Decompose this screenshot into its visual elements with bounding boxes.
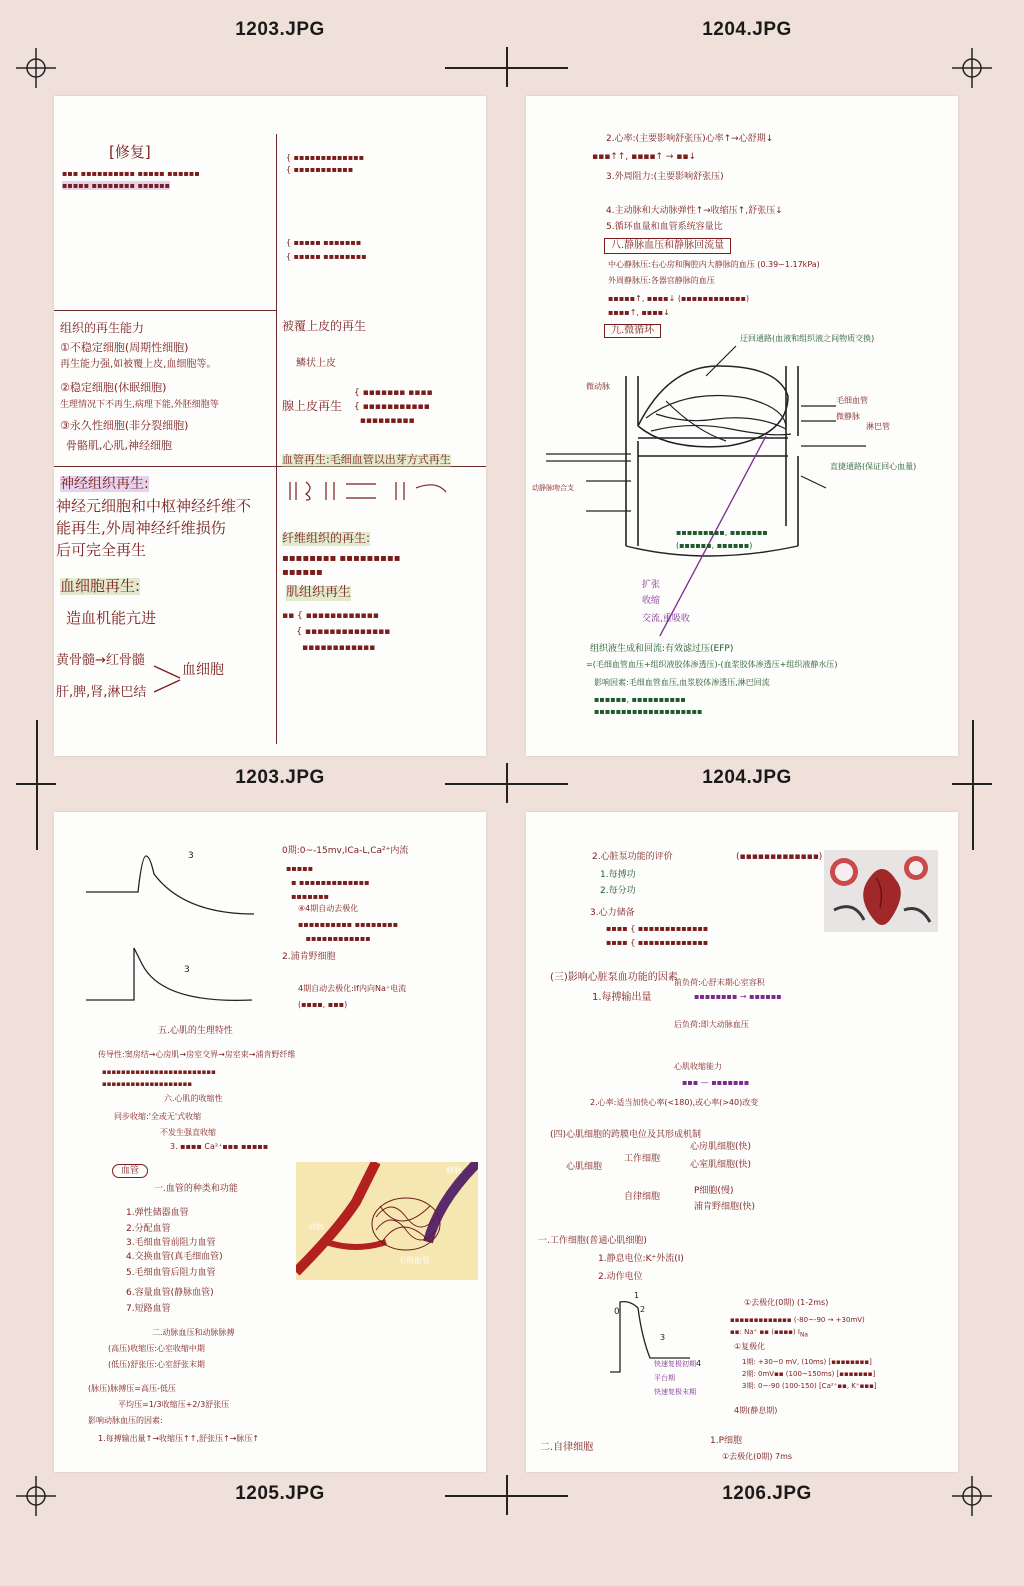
note-line: 心肌细胞 (566, 1162, 603, 1172)
diagram-label: 毛细血管 (836, 396, 868, 405)
svg-text:3: 3 (660, 1333, 666, 1342)
diagram-label: 微静脉 (836, 412, 860, 421)
note-line: 不发生强直收缩 (160, 1128, 216, 1137)
list-item: 1.静息电位:K⁺外流(I) (598, 1254, 684, 1264)
note-line: ①不稳定细胞(周期性细胞) (60, 341, 189, 354)
svg-text:4: 4 (696, 1359, 702, 1368)
crop-mark (506, 1475, 508, 1515)
note-block: ▪▪▪▪ { ▪▪▪▪▪▪▪▪▪▪▪▪▪ ▪▪▪▪ { ▪▪▪▪▪▪▪▪▪▪▪▪▪ (606, 924, 709, 947)
note-line: 3.外周阻力:(主要影响舒张压) (606, 172, 724, 182)
section-heading: 被覆上皮的再生 (282, 319, 367, 333)
note-line: 黄骨髓→红骨髓 (56, 653, 145, 668)
list-item: 6.容量血管(静脉血管) (126, 1288, 214, 1298)
svg-text:1: 1 (634, 1291, 640, 1300)
svg-text:2: 2 (640, 1305, 646, 1314)
note-line: 自律细胞 (624, 1192, 661, 1202)
note-line: 神经元细胞和中枢神经纤维不 (56, 497, 252, 515)
note-block: 1期: +30~0 mV, (10ms) [▪▪▪▪▪▪▪▪] 2期: 0mV▪▪ (100~150ms) [▪▪▪▪▪▪▪] 3期: 0~-90 (100-150) [Ca²⁺▪▪, K⁺▪▪▪] (742, 1358, 877, 1390)
list-item: 收缩 (642, 596, 661, 606)
note-line: 0期:0~-15mv,ICa-L,Ca²⁺内流 (282, 846, 409, 856)
diagram-label: 动静脉吻合支 (532, 484, 574, 492)
note-line: 鳞状上皮 (296, 358, 336, 369)
note-block: { ▪▪▪▪▪▪▪ ▪▪▪▪ { ▪▪▪▪▪▪▪▪▪▪▪ ▪▪▪▪▪▪▪▪▪ (354, 388, 433, 426)
file-label-mid-left: 1203.JPG (235, 767, 325, 788)
tag-label: 血管 (112, 1164, 148, 1178)
diagram-label: 快速复极初期 (654, 1360, 696, 1368)
section-heading: 血管再生:毛细血管以出芽方式再生 (282, 453, 451, 466)
arrow-icon (154, 662, 184, 696)
section-heading: 腺上皮再生 (282, 399, 343, 413)
diagram-label: 迂回通路(血液和组织液之间物质交换) (740, 334, 875, 343)
note-line: ③永久性细胞(非分裂细胞) (60, 419, 189, 432)
note-line: ①去极化(0期) (1-2ms) (744, 1298, 829, 1307)
svg-text:0: 0 (614, 1307, 620, 1317)
list-item: 2.分配血管 (126, 1224, 171, 1234)
list-item: 1.每搏功 (600, 870, 636, 880)
list-item: 1.每搏输出量 (592, 992, 652, 1003)
note-block: ▪▪▪▪▪ ▪ ▪▪▪▪▪▪▪▪▪▪▪▪▪ ▪▪▪▪▪▪▪ (286, 864, 370, 901)
svg-text:3: 3 (184, 965, 190, 975)
notebook-page-1204 (526, 96, 958, 756)
crop-mark (36, 720, 38, 850)
file-label-top-right: 1204.JPG (702, 19, 792, 40)
note-line: 心肌收缩能力 (674, 1062, 722, 1071)
notebook-page-1203 (54, 96, 486, 756)
section-heading: 一.血管的种类和功能 (154, 1184, 238, 1194)
note-line: (▪▪▪▪, ▪▪▪) (298, 1000, 348, 1009)
section-heading: (三)影响心脏泵血功能的因素 (550, 972, 678, 983)
note-block: ▪▪▪▪▪▪▪▪▪, ▪▪▪▪▪▪▪ (▪▪▪▪▪▪, ▪▪▪▪▪▪) (676, 528, 768, 550)
section-heading: 肌组织再生 (286, 585, 352, 600)
note-line: 能再生,外周神经纤维损伤 (56, 519, 226, 537)
capillary-sketch (286, 476, 466, 506)
note-line: (脉压)脉搏压=高压-低压 (88, 1384, 176, 1393)
notebook-page-1206 (526, 812, 958, 1472)
note-line: 后可完全再生 (56, 541, 147, 559)
diagram-label: 微动脉 (586, 382, 610, 391)
registration-mark-icon (952, 1476, 992, 1516)
section-heading: 血细胞再生: (60, 577, 141, 595)
heart-illustration (824, 850, 938, 932)
note-line: 骨骼肌,心肌,神经细胞 (66, 439, 172, 452)
registration-mark-icon (16, 1476, 56, 1516)
section-heading: 八.静脉血压和静脉回流量 (604, 238, 731, 254)
note-line: 生理情况下不再生,病理下能,外胚细胞等 (60, 400, 219, 410)
list-item: 3.毛细血管前阻力血管 (126, 1238, 216, 1248)
note-line: 血细胞 (182, 662, 224, 678)
illustration-label: 毛细血管 (398, 1256, 430, 1265)
note-line: 心房肌细胞(快) (690, 1142, 752, 1152)
note-line: 组织液生成和回流:有效滤过压(EFP) (590, 644, 734, 654)
note-line: 中心静脉压:右心房和胸腔内大静脉的血压 (0.39~1.17kPa) (608, 260, 820, 269)
note-line: 再生能力强,如被覆上皮,血细胞等。 (60, 359, 217, 370)
note-block (62, 168, 272, 192)
note-line: 影响动脉血压的因素: (88, 1416, 163, 1425)
list-item: 扩张 (642, 580, 661, 590)
note-line: 1.每搏输出量↑→收缩压↑↑,舒张压↑→脉压↑ (98, 1434, 260, 1443)
note-line: 平均压=1/3收缩压+2/3舒张压 (118, 1400, 230, 1409)
note-line: ②稳定细胞(休眠细胞) (60, 381, 167, 394)
note-line: 肝,脾,肾,淋巴结 (56, 685, 147, 700)
note-line: ①复极化 (734, 1342, 766, 1351)
note-line: 5.循环血量和血管系统容量比 (606, 222, 723, 232)
note-line: 外周静脉压:各器官静脉的血压 (608, 276, 715, 285)
note-block: ▪▪▪▪▪▪, ▪▪▪▪▪▪▪▪▪▪ ▪▪▪▪▪▪▪▪▪▪▪▪▪▪▪▪▪▪▪▪ (594, 695, 703, 716)
note-line: (低压)舒张压:心室舒张末期 (108, 1360, 205, 1369)
svg-text:3: 3 (188, 851, 194, 861)
note-block: ▪▪▪▪▪▪▪▪▪▪ ▪▪▪▪▪▪▪▪ ▪▪▪▪▪▪▪▪▪▪▪▪ (298, 920, 399, 943)
column-divider (276, 134, 277, 744)
microcirculation-diagram (526, 326, 958, 636)
note-block: ▪▪▪▪▪↑, ▪▪▪▪↓ (▪▪▪▪▪▪▪▪▪▪▪▪) ▪▪▪▪↑, ▪▪▪▪↓ (608, 294, 750, 317)
section-heading: 二.自律细胞 (540, 1442, 594, 1453)
note-block: { ▪▪▪▪▪ ▪▪▪▪▪▪▪ { ▪▪▪▪▪ ▪▪▪▪▪▪▪▪ (286, 238, 367, 261)
note-line: 4期自动去极化:If内向Na⁺电流 (298, 984, 407, 993)
note-line: (高压)收缩压:心室收缩中期 (108, 1344, 205, 1353)
section-heading: 神经组织再生: (60, 476, 149, 492)
file-label-bottom-left: 1205.JPG (235, 1483, 325, 1504)
notebook-page-1205 (54, 812, 486, 1472)
capillary-bed-illustration (296, 1162, 478, 1280)
note-line: 2.浦肯野细胞 (282, 952, 336, 962)
file-label-top-left: 1203.JPG (235, 19, 325, 40)
note-line: 心室肌细胞(快) (690, 1160, 752, 1170)
row-divider (54, 310, 276, 311)
registration-mark-icon (952, 48, 992, 88)
list-item: 2.每分功 (600, 886, 636, 896)
note-line: ▪▪▪▪▪▪▪▪ → ▪▪▪▪▪▪ (694, 992, 782, 1001)
note-line: 4期(静息期) (734, 1406, 778, 1415)
note-line: ①去极化(0期) 7ms (722, 1452, 793, 1461)
section-heading: 二.动脉血压和动脉脉搏 (152, 1328, 235, 1337)
note-block: ▪▪▪▪▪▪▪▪▪▪▪▪▪ (-80~-90 → +30mV) ▪▪: Na⁺ ▪▪ (▪▪▪▪) $I_{Na}$ (730, 1316, 865, 1339)
note-line: ④4期自动去极化 (298, 904, 359, 913)
note-line: ▪▪▪↑↑, ▪▪▪▪↑ → ▪▪↓ (592, 152, 697, 162)
note-line: P细胞(慢) (694, 1186, 734, 1196)
diagram-label: 平台期 (654, 1374, 675, 1382)
note-line: 六.心肌的收缩性 (164, 1094, 223, 1103)
note-line: 影响因素:毛细血管血压,血浆胶体渗透压,淋巴回流 (594, 678, 770, 687)
crop-mark (506, 47, 508, 87)
crop-mark (506, 763, 508, 803)
section-heading: (四)心肌细胞的跨膜电位及其形成机制 (550, 1130, 702, 1140)
illustration-label: 动脉 (308, 1222, 324, 1231)
list-item: 2.动作电位 (598, 1272, 643, 1282)
note-line: 后负荷:即大动脉血压 (674, 1020, 749, 1029)
crop-mark (972, 720, 974, 850)
registration-mark-icon (16, 48, 56, 88)
note-line: 1.P细胞 (710, 1436, 743, 1446)
note-block: ▪▪ { ▪▪▪▪▪▪▪▪▪▪▪▪ { ▪▪▪▪▪▪▪▪▪▪▪▪▪▪ ▪▪▪▪▪▪▪▪▪▪▪▪ (282, 611, 391, 653)
section-heading: 纤维组织的再生: (282, 531, 371, 545)
note-block: ▪▪▪▪▪▪▪▪▪▪▪▪▪▪▪▪▪▪▪▪▪▪▪▪ ▪▪▪▪▪▪▪▪▪▪▪▪▪▪▪▪▪▪▪ (102, 1068, 216, 1088)
section-heading: 一.工作细胞(普通心肌细胞) (538, 1236, 647, 1246)
section-heading: 2.心脏泵功能的评价 (592, 852, 673, 862)
list-item: 4.交换血管(真毛细血管) (126, 1252, 223, 1262)
note-heading: 组织的再生能力 (60, 321, 145, 335)
note-line: (▪▪▪▪▪▪▪▪▪▪▪▪▪) (736, 852, 823, 862)
file-label-mid-right: 1204.JPG (702, 767, 792, 788)
list-item: 交流,重吸收 (642, 614, 690, 624)
action-potential-graph (84, 832, 254, 1012)
note-line: ▪▪▪ — ▪▪▪▪▪▪▪ (682, 1078, 750, 1087)
note-line: 2.心率:适当加快心率(<180),或心率(>40)改变 (590, 1098, 759, 1107)
list-item: 7.短路血管 (126, 1304, 171, 1314)
note-line: 浦肯野细胞(快) (694, 1202, 756, 1212)
note-block: { ▪▪▪▪▪▪▪▪▪▪▪▪▪ { ▪▪▪▪▪▪▪▪▪▪▪ (286, 153, 365, 174)
illustration-label: 静脉 (446, 1166, 462, 1175)
note-line: 传导性:窦房结→心房肌→房室交界→房室束→浦肯野纤维 (98, 1050, 296, 1059)
note-line: =(毛细血管血压+组织液胶体渗透压)-(血浆胶体渗透压+组织液静水压) (586, 660, 838, 669)
list-item: 5.毛细血管后阻力血管 (126, 1268, 216, 1278)
figure-caption: 五.心肌的生理特性 (158, 1026, 233, 1036)
note-line: 4.主动脉和大动脉弹性↑→收缩压↑,舒张压↓ (606, 206, 783, 216)
diagram-label: 淋巴管 (866, 422, 890, 431)
list-item: 1.弹性储器血管 (126, 1208, 189, 1218)
note-line: 造血机能亢进 (66, 609, 157, 627)
note-line: 同步收缩:'全或无'式收缩 (114, 1112, 202, 1121)
page-title: [修复] (109, 143, 151, 161)
section-heading: 九.微循环 (604, 324, 661, 338)
file-label-bottom-right: 1206.JPG (722, 1483, 812, 1504)
note-block: ▪▪▪▪▪▪▪▪ ▪▪▪▪▪▪▪▪▪ ▪▪▪▪▪▪ (282, 553, 401, 578)
list-item: 3.心力储备 (590, 908, 635, 918)
note-line: ▪▪▪▪▪ ▪▪▪▪▪▪▪▪ ▪▪▪▪▪▪ (62, 181, 171, 190)
diagram-label: 快速复极末期 (654, 1388, 696, 1396)
note-line: ▪▪▪ ▪▪▪▪▪▪▪▪▪▪ ▪▪▪▪▪ ▪▪▪▪▪▪ (62, 169, 200, 178)
note-line: 工作细胞 (624, 1154, 661, 1164)
note-line: 3. ▪▪▪▪ Ca²⁺▪▪▪ ▪▪▪▪▪ (170, 1142, 269, 1151)
note-line: 前负荷:心舒末期心室容积 (674, 978, 765, 987)
note-line: 2.心率:(主要影响舒张压)心率↑→心舒期↓ (606, 134, 774, 144)
diagram-label: 直捷通路(保证回心血量) (830, 462, 917, 471)
